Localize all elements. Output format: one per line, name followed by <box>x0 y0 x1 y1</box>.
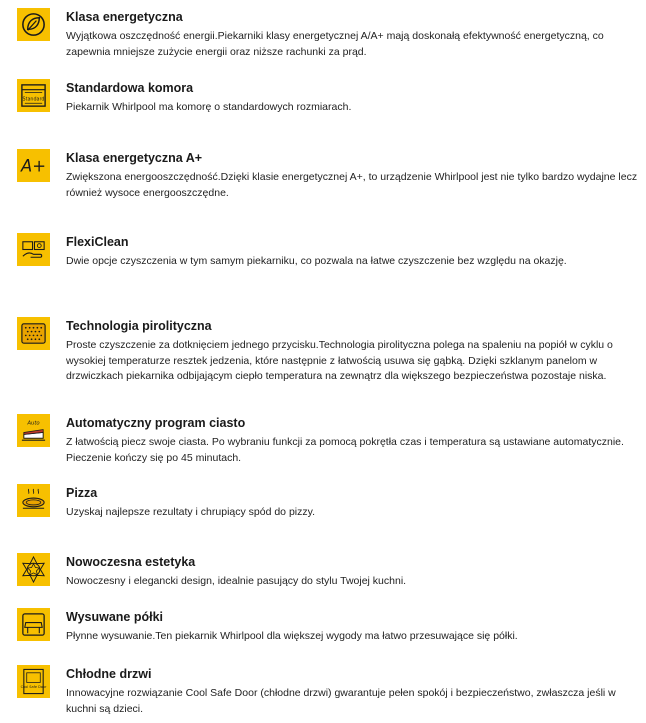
pyrolytic-panel-icon <box>17 317 50 350</box>
feature-title: Klasa energetyczna <box>66 10 183 24</box>
feature-description: Innowacyjne rozwiązanie Cool Safe Door (chłodne drzwi) gwarantuje pełen spokój i bezpieczeństwo, zwłaszcza jeśli w kuchni są dzieci. <box>66 687 616 715</box>
feature-title: Chłodne drzwi <box>66 667 152 681</box>
feature-title: FlexiClean <box>66 235 129 249</box>
feature-description: Dwie opcje czyszczenia w tym samym piekarniku, co pozwala na łatwe czyszczenie bez względu na okazję. <box>66 255 567 267</box>
pizza-icon <box>17 484 50 517</box>
feature-title: Pizza <box>66 486 98 500</box>
cool-door-icon-label: Cool Safe Door <box>20 684 47 689</box>
feature-description: Wyjątkowa oszczędność energii.Piekarniki klasy energetycznej A/A+ mają doskonałą efektywność energetyczną, co zapewnia mniejsze zużycie energii oraz niższe rachunki za prąd. <box>66 30 604 58</box>
feature-description: Proste czyszczenie za dotknięciem jednego przycisku.Technologia pirolityczna polega na spaleniu na popiół w cyklu o wysokiej temperaturze resztek jedzenia, które następnie z łatwością usuwa się gąbką. Dzięki szklanym panelom w drzwiczkach piekarnika odbijającym ciepło temperatura na zewnątrz dla większego bezpieczeństwa pozostaje niska. <box>66 339 613 382</box>
design-star-icon <box>17 553 50 586</box>
feature-description: Piekarnik Whirlpool ma komorę o standardowych rozmiarach. <box>66 101 352 113</box>
a-plus-icon-label: A+ <box>21 156 46 176</box>
feature-title: Technologia pirolityczna <box>66 319 212 333</box>
feature-title: Standardowa komora <box>66 81 194 95</box>
oven-chamber-icon-label: Standard <box>22 97 45 103</box>
feature-description: Uzyskaj najlepsze rezultaty i chrupiący spód do pizzy. <box>66 506 316 518</box>
feature-description: Z łatwością piecz swoje ciasta. Po wybraniu funkcji za pomocą pokrętła czas i temperatura są ustawiane automatycznie. Pieczenie kończy się po 45 minutach. <box>66 436 624 464</box>
oven-chamber-icon <box>17 79 50 112</box>
sliding-shelves-icon <box>17 608 50 641</box>
feature-title: Klasa energetyczna A+ <box>66 151 203 165</box>
flexiclean-icon <box>17 233 50 266</box>
feature-description: Nowoczesny i elegancki design, idealnie pasujący do stylu Twojej kuchni. <box>66 575 407 587</box>
feature-title: Automatyczny program ciasto <box>66 416 246 430</box>
cool-door-icon <box>17 665 50 698</box>
auto-cake-icon <box>17 414 50 447</box>
feature-description: Zwiększona energooszczędność.Dzięki klasie energetycznej A+, to urządzenie Whirlpool jest nie tylko bardzo wydajne lecz również wysoce energooszczędne. <box>66 171 638 199</box>
feature-title: Wysuwane półki <box>66 610 164 624</box>
feature-description: Płynne wysuwanie.Ten piekarnik Whirlpool dla większej wygody ma łatwo przesuwające się półki. <box>66 630 518 642</box>
feature-title: Nowoczesna estetyka <box>66 555 196 569</box>
energy-leaf-icon <box>17 8 50 41</box>
auto-cake-icon-label: Auto <box>27 420 40 427</box>
a-plus-icon <box>17 149 50 182</box>
